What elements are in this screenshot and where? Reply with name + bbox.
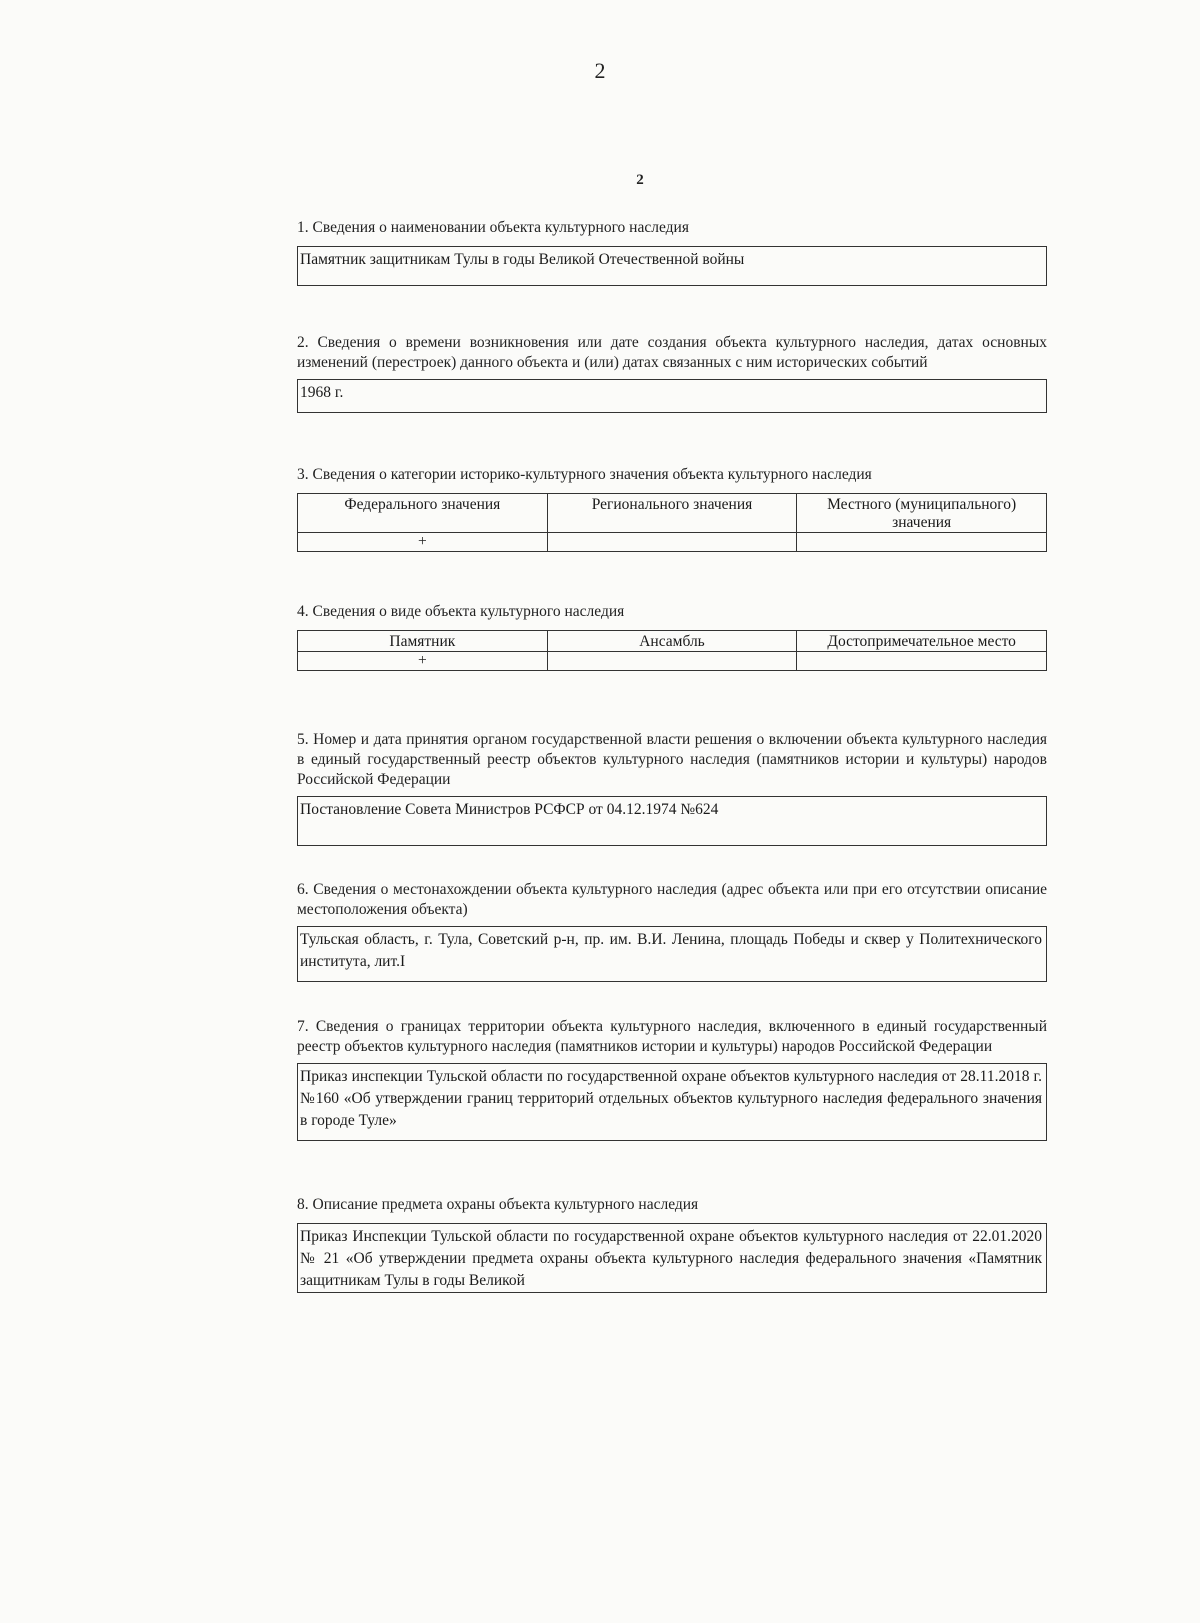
section-1-heading: 1. Сведения о наименовании объекта культурного наследия: [297, 219, 689, 236]
type-mark-ensemble: [547, 652, 797, 671]
section-1-name: [297, 218, 1047, 333]
document-body: [297, 218, 1047, 1293]
category-column-regional: Регионального значения: [547, 494, 797, 533]
section-6-location: [297, 880, 1047, 1017]
section-8-heading: 8. Описание предмета охраны объекта культурного наследия: [297, 1196, 699, 1213]
section-6-value: Тульская область, г. Тула, Советский р-н, пр. им. В.И. Ленина, площадь Победы и сквер у Политехнического института, лит.I: [300, 931, 1042, 970]
section-2-value-box: [297, 379, 1047, 413]
section-7-value-box: [297, 1063, 1047, 1141]
type-mark-monument: +: [298, 652, 548, 671]
section-2-heading: 2. Сведения о времени возникновения или дате создания объекта культурного наследия, датах основных изменений (перестроек) данного объекта и (или) датах связанных с ним исторических событий: [297, 334, 1047, 371]
section-5-heading: 5. Номер и дата принятия органом государственной власти решения о включении объекта культурного наследия в единый государственный реестр объектов культурного наследия (памятников истории и культуры) народов Российской Федерации: [297, 731, 1047, 788]
section-2-value: 1968 г.: [300, 384, 344, 401]
section-7-boundaries: [297, 1017, 1047, 1195]
section-1-value: Памятник защитникам Тулы в годы Великой Отечественной войны: [300, 251, 745, 268]
page-number-inner: 2: [636, 172, 644, 188]
category-mark-federal: +: [298, 533, 548, 552]
section-7-heading: 7. Сведения о границах территории объекта культурного наследия, включенного в единый государственный реестр объектов культурного наследия (памятников истории и культуры) народов Российской Федерации: [297, 1018, 1047, 1055]
section-6-value-box: [297, 926, 1047, 982]
category-column-local: Местного (муниципального) значения: [797, 494, 1047, 533]
category-column-federal: Федерального значения: [298, 494, 548, 533]
section-5-value: Постановление Совета Министров РСФСР от 04.12.1974 №624: [300, 801, 719, 818]
section-3-heading: 3. Сведения о категории историко-культурного значения объекта культурного наследия: [297, 466, 872, 483]
category-mark-regional: [547, 533, 797, 552]
page-number-top: 2: [594, 58, 606, 83]
section-7-value: Приказ инспекции Тульской области по государственной охране объектов культурного наследия от 28.11.2018 г. №160 «Об утверждении границ территорий отдельных объектов культурного наследия федерального значения в городе Туле»: [300, 1068, 1042, 1129]
section-5-registry-decision: [297, 730, 1047, 880]
type-column-landmark: Достопримечательное место: [797, 631, 1047, 652]
type-column-ensemble: Ансамбль: [547, 631, 797, 652]
category-table: [297, 493, 1047, 552]
type-mark-landmark: [797, 652, 1047, 671]
category-mark-local: [797, 533, 1047, 552]
type-column-monument: Памятник: [298, 631, 548, 652]
section-8-value-box: [297, 1223, 1047, 1293]
type-table: [297, 630, 1047, 671]
section-8-value: Приказ Инспекции Тульской области по государственной охране объектов культурного наследия от 22.01.2020 № 21 «Об утверждении предмета охраны объекта культурного наследия федерального значения «Памятник защитникам Тулы в годы Великой: [300, 1228, 1042, 1289]
section-1-value-box: [297, 246, 1047, 286]
section-4-type: [297, 602, 1047, 730]
section-6-heading: 6. Сведения о местонахождении объекта культурного наследия (адрес объекта или при его отсутствии описание местоположения объекта): [297, 881, 1047, 918]
section-4-heading: 4. Сведения о виде объекта культурного наследия: [297, 603, 625, 620]
section-2-dates: [297, 333, 1047, 465]
section-8-protection-subject: [297, 1195, 1047, 1293]
section-5-value-box: [297, 796, 1047, 846]
section-3-category: [297, 465, 1047, 602]
